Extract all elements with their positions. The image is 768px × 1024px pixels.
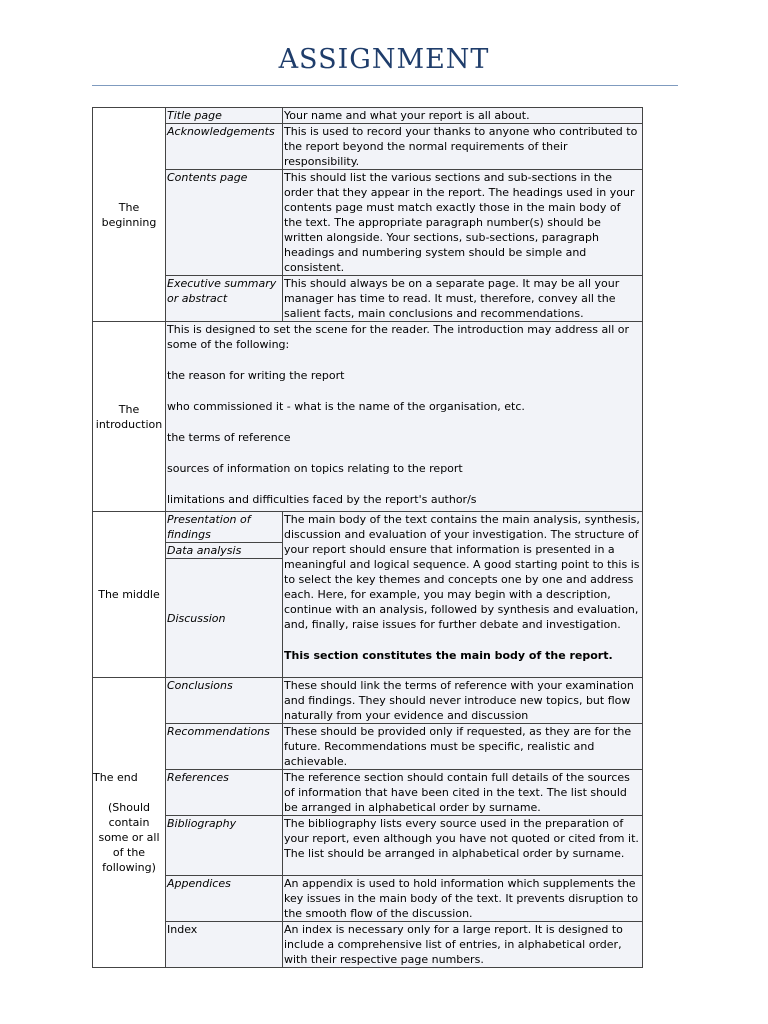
- subsection-contents-page: Contents page: [166, 170, 283, 276]
- section-label-end: [93, 678, 166, 968]
- description-index: An index is necessary only for a large report. It is designed to include a comprehensive list of entries, in alphabetical order, with their respective page numbers.: [283, 922, 643, 968]
- description-title-page: Your name and what your report is all about.: [283, 108, 643, 124]
- subsection-index: Index: [166, 922, 283, 968]
- table-row: [93, 124, 643, 170]
- description-middle: [283, 512, 643, 678]
- report-structure-table: [92, 107, 643, 968]
- table-row: [93, 770, 643, 816]
- table-row: [93, 322, 643, 512]
- subsection-bibliography: Bibliography: [166, 816, 283, 876]
- subsection-conclusions: Conclusions: [166, 678, 283, 724]
- subsection-appendices: Appendices: [166, 876, 283, 922]
- document-title: ASSIGNMENT: [278, 44, 490, 75]
- subsection-title-page: Title page: [166, 108, 283, 124]
- introduction-content: [166, 322, 643, 512]
- section-end-note: (Should contain some or all of the following): [98, 801, 160, 874]
- description-acknowledgements: This is used to record your thanks to anyone who contributed to the report beyond the normal requirements of their responsibility.: [283, 124, 643, 170]
- description-appendices: An appendix is used to hold information which supplements the key issues in the main body of the text. It prevents disruption to the smooth flow of the discussion.: [283, 876, 643, 922]
- subsection-executive-summary: Executive summary or abstract: [166, 276, 283, 322]
- table-row: [93, 922, 643, 968]
- middle-body-text: The main body of the text contains the main analysis, synthesis, discussion and evaluation of your investigation. The structure of your report should ensure that information is presented in a meaningful and logical sequence. A good starting point to this is to select the key themes and concepts one by one and address each. Here, for example, you may begin with a description, continue with an analysis, followed by synthesis and evaluation, and, finally, raise issues for further debate and investigation.: [284, 513, 640, 631]
- subsection-references: References: [166, 770, 283, 816]
- middle-note: This section constitutes the main body of the report.: [284, 649, 613, 662]
- introduction-item: the terms of reference: [167, 431, 291, 444]
- description-conclusions: These should link the terms of reference with your examination and findings. They should never introduce new topics, but flow naturally from your evidence and discussion: [283, 678, 643, 724]
- table-row: [93, 876, 643, 922]
- introduction-item: limitations and difficulties faced by the report's author/s: [167, 493, 477, 506]
- subsection-recommendations: Recommendations: [166, 724, 283, 770]
- introduction-item: sources of information on topics relating to the report: [167, 462, 463, 475]
- subsection-data-analysis: Data analysis: [166, 543, 283, 559]
- description-references: The reference section should contain full details of the sources of information that have been cited in the text. The list should be arranged in alphabetical order by surname.: [283, 770, 643, 816]
- introduction-item: the reason for writing the report: [167, 369, 345, 382]
- subsection-acknowledgements: Acknowledgements: [166, 124, 283, 170]
- introduction-item: who commissioned it - what is the name of the organisation, etc.: [167, 400, 525, 413]
- table-row: [93, 276, 643, 322]
- description-executive-summary: This should always be on a separate page. It may be all your manager has time to read. It must, therefore, convey all the salient facts, main conclusions and recommendations.: [283, 276, 643, 322]
- table-row: [93, 816, 643, 876]
- description-contents-page: This should list the various sections and sub-sections in the order that they appear in the report. The headings used in your contents page must match exactly those in the main body of the text. The appropriate paragraph number(s) should be written alongside. Your sections, sub-sections, paragraph headings and numbering system should be simple and consistent.: [283, 170, 643, 276]
- subsection-discussion: Discussion: [166, 559, 283, 678]
- description-recommendations: These should be provided only if requested, as they are for the future. Recommendations must be specific, realistic and achievable.: [283, 724, 643, 770]
- section-end-title: The end: [93, 771, 138, 784]
- table-row: [93, 108, 643, 124]
- section-label-middle: The middle: [93, 512, 166, 678]
- table-row: [93, 170, 643, 276]
- description-bibliography: The bibliography lists every source used in the preparation of your report, even although you have not quoted or cited from it. The list should be arranged in alphabetical order by surname.: [283, 816, 643, 876]
- section-label-beginning: The beginning: [93, 108, 166, 322]
- title-divider: [92, 85, 678, 86]
- table-row: [93, 724, 643, 770]
- introduction-intro: This is designed to set the scene for the reader. The introduction may address all or some of the following:: [167, 323, 630, 351]
- section-label-introduction: The introduction: [93, 322, 166, 512]
- table-row: [93, 512, 643, 543]
- subsection-presentation-of-findings: Presentation of findings: [166, 512, 283, 543]
- table-row: [93, 678, 643, 724]
